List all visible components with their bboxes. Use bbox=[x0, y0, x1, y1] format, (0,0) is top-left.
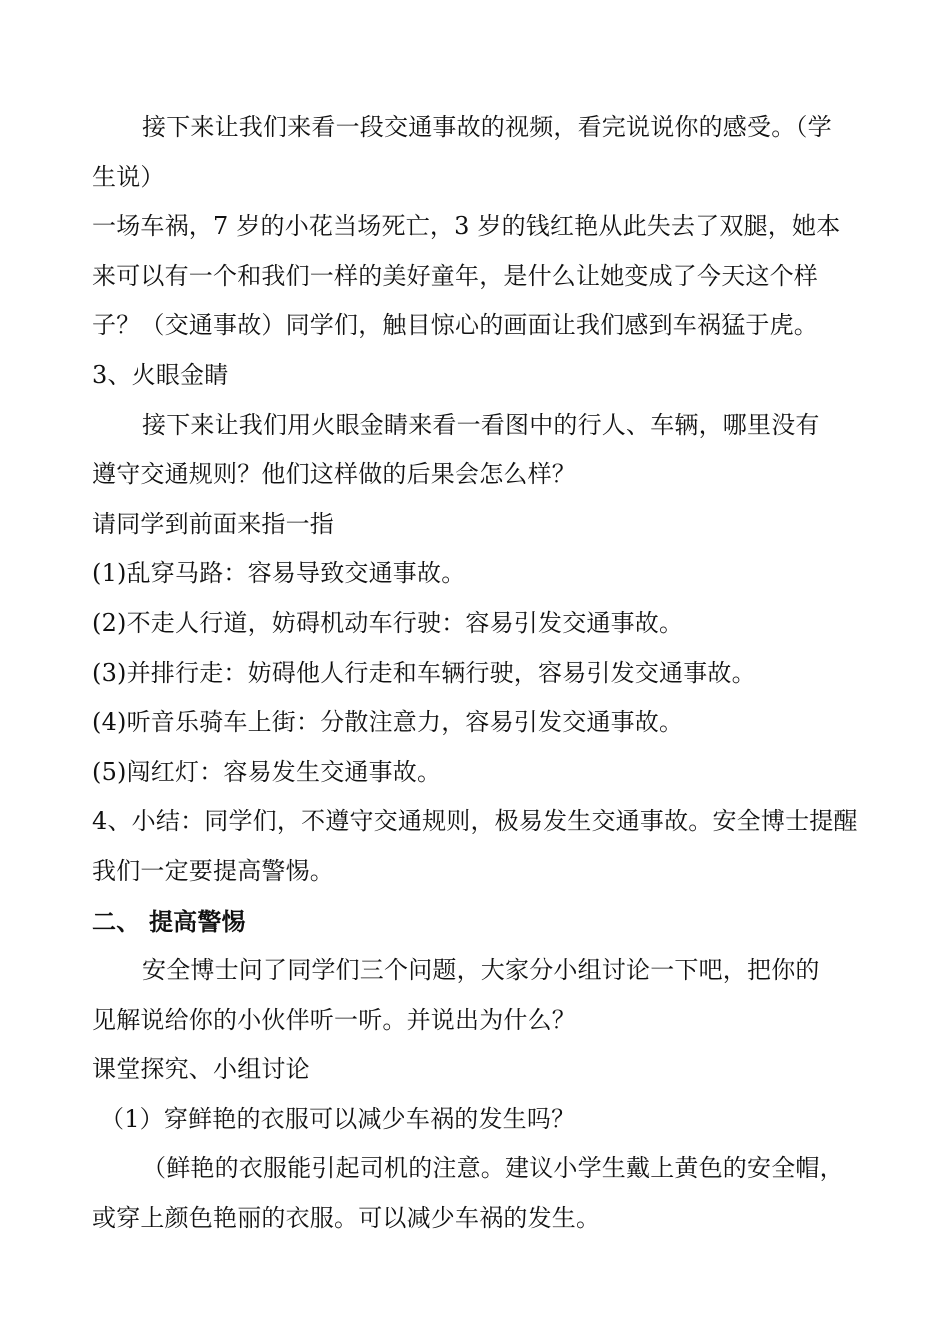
summary-line: 我们一定要提高警惕。 bbox=[92, 856, 334, 885]
paragraph-line: 安全博士问了同学们三个问题，大家分小组讨论一下吧，把你的 bbox=[142, 956, 820, 985]
paragraph-line: 接下来让我们来看一段交通事故的视频，看完说说你的感受。（学 bbox=[142, 113, 832, 141]
answer-line: （鲜艳的衣服能引起司机的注意。建议小学生戴上黄色的安全帽， bbox=[142, 1154, 844, 1183]
main-heading: 二、 提高警惕 bbox=[92, 906, 246, 936]
summary-line: 4、小结：同学们，不遵守交通规则，极易发生交通事故。安全博士提醒 bbox=[92, 807, 858, 836]
answer-line: 或穿上颜色艳丽的衣服。可以减少车祸的发生。 bbox=[92, 1204, 601, 1233]
paragraph-line: 来可以有一个和我们一样的美好童年，是什么让她变成了今天这个样 bbox=[92, 261, 818, 290]
list-item: (2)不走人行道，妨碍机动车行驶：容易引发交通事故。 bbox=[92, 608, 684, 637]
paragraph-line: 请同学到前面来指一指 bbox=[92, 509, 334, 538]
paragraph-line: 课堂探究、小组讨论 bbox=[92, 1055, 310, 1084]
paragraph-line: 遵守交通规则？他们这样做的后果会怎么样？ bbox=[92, 460, 576, 489]
question-line: （1）穿鲜艳的衣服可以减少车祸的发生吗？ bbox=[100, 1104, 576, 1133]
paragraph-line: 子？（交通事故）同学们，触目惊心的画面让我们感到车祸猛于虎。 bbox=[92, 311, 818, 340]
list-item: (1)乱穿马路：容易导致交通事故。 bbox=[92, 559, 466, 588]
list-item: (5)闯红灯：容易发生交通事故。 bbox=[92, 757, 442, 786]
paragraph-line: 生说） bbox=[92, 162, 165, 191]
list-item: (3)并排行走：妨碍他人行走和车辆行驶，容易引发交通事故。 bbox=[92, 658, 756, 687]
list-item: (4)听音乐骑车上街：分散注意力，容易引发交通事故。 bbox=[92, 708, 684, 737]
document-page bbox=[92, 103, 862, 1244]
paragraph-line: 见解说给你的小伙伴听一听。并说出为什么？ bbox=[92, 1005, 576, 1034]
paragraph-line: 接下来让我们用火眼金睛来看一看图中的行人、车辆，哪里没有 bbox=[142, 410, 820, 439]
paragraph-line: 一场车祸，7 岁的小花当场死亡，3 岁的钱红艳从此失去了双腿，她本 bbox=[92, 212, 841, 241]
section-heading: 3、火眼金睛 bbox=[92, 360, 229, 389]
